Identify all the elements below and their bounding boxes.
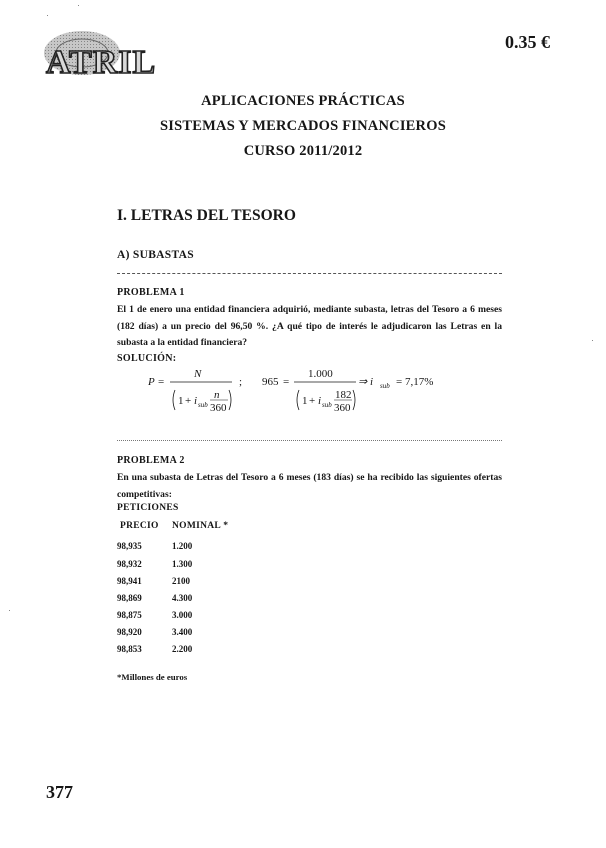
svg-text:182: 182 [335, 389, 352, 401]
problem1-equation [140, 366, 480, 426]
title-line-2: SISTEMAS Y MERCADOS FINANCIEROS [160, 118, 446, 134]
table-cell-price: 98,932 [117, 559, 142, 569]
eq-result-value: = 7,17% [396, 376, 434, 388]
svg-text:360: 360 [334, 402, 351, 414]
problem2-heading: PROBLEMA 2 [117, 455, 185, 466]
table-title: PETICIONES [117, 503, 179, 513]
table-cell-nominal: 1.300 [172, 559, 193, 569]
table-cell-price: 98,875 [117, 610, 142, 620]
svg-text:n: n [214, 389, 220, 401]
table-cell-nominal: 3.000 [172, 610, 193, 620]
table-cell-price: 98,935 [117, 541, 142, 551]
atril-logo-graphic [42, 26, 160, 84]
table-header-nominal: NOMINAL * [172, 521, 229, 531]
table-cell-price: 98,869 [117, 593, 142, 603]
svg-text:+: + [185, 395, 192, 407]
table-cell-price: 98,853 [117, 644, 142, 654]
title-line-1: APLICACIONES PRÁCTICAS [201, 93, 405, 109]
table-cell-price: 98,941 [117, 576, 142, 586]
table-cell-nominal: 2100 [172, 576, 190, 586]
table-footnote: *Millones de euros [117, 672, 188, 682]
atril-logo [42, 26, 160, 84]
table-cell-nominal: 2.200 [172, 644, 193, 654]
svg-text:sub: sub [380, 382, 390, 390]
section-heading: I. LETRAS DEL TESORO [117, 207, 296, 224]
svg-text:1: 1 [178, 395, 184, 407]
problem2-text: En una subasta de Letras del Tesoro a 6 meses (183 días) se ha recibido las siguientes ofertas competitivas: [117, 472, 502, 500]
eq-numerator: N [194, 368, 202, 380]
svg-text:=: = [283, 376, 290, 388]
eq-face-value: 1.000 [308, 368, 333, 380]
svg-text:sub: sub [322, 401, 332, 409]
solution-label: SOLUCIÓN: [117, 353, 177, 364]
divider [117, 273, 502, 274]
divider-2 [117, 440, 502, 441]
page-number: 377 [46, 782, 73, 802]
price-label: 0.35 € [505, 32, 550, 52]
svg-text:;: ; [239, 376, 243, 388]
eq-result: ⇒ i [358, 376, 374, 388]
svg-text:i: i [194, 395, 198, 407]
subsection-heading: A) SUBASTAS [117, 249, 194, 261]
svg-text:1: 1 [302, 395, 308, 407]
table-cell-nominal: 3.400 [172, 627, 193, 637]
table-cell-nominal: 1.200 [172, 541, 193, 551]
problem1-text: El 1 de enero una entidad financiera adquirió, mediante subasta, letras del Tesoro a 6 meses (182 días) a un precio del 96,50 %. ¿A qué tipo de interés le adjudicaron las Letras en la subasta a la entidad financiera? [117, 304, 502, 348]
svg-text:ATRIL: ATRIL [46, 44, 157, 81]
svg-text:i: i [318, 395, 322, 407]
svg-text:=: = [158, 376, 165, 388]
svg-text:+: + [309, 395, 316, 407]
table-header-precio: PRECIO [120, 521, 159, 531]
title-line-3: CURSO 2011/2012 [243, 143, 363, 159]
eq-lhs: P [148, 376, 155, 388]
table-cell-nominal: 4.300 [172, 593, 193, 603]
svg-text:sub: sub [198, 401, 208, 409]
table-cell-price: 98,920 [117, 627, 142, 637]
svg-text:360: 360 [210, 402, 227, 414]
problem1-heading: PROBLEMA 1 [117, 287, 185, 298]
eq-price: 965 [262, 376, 279, 388]
